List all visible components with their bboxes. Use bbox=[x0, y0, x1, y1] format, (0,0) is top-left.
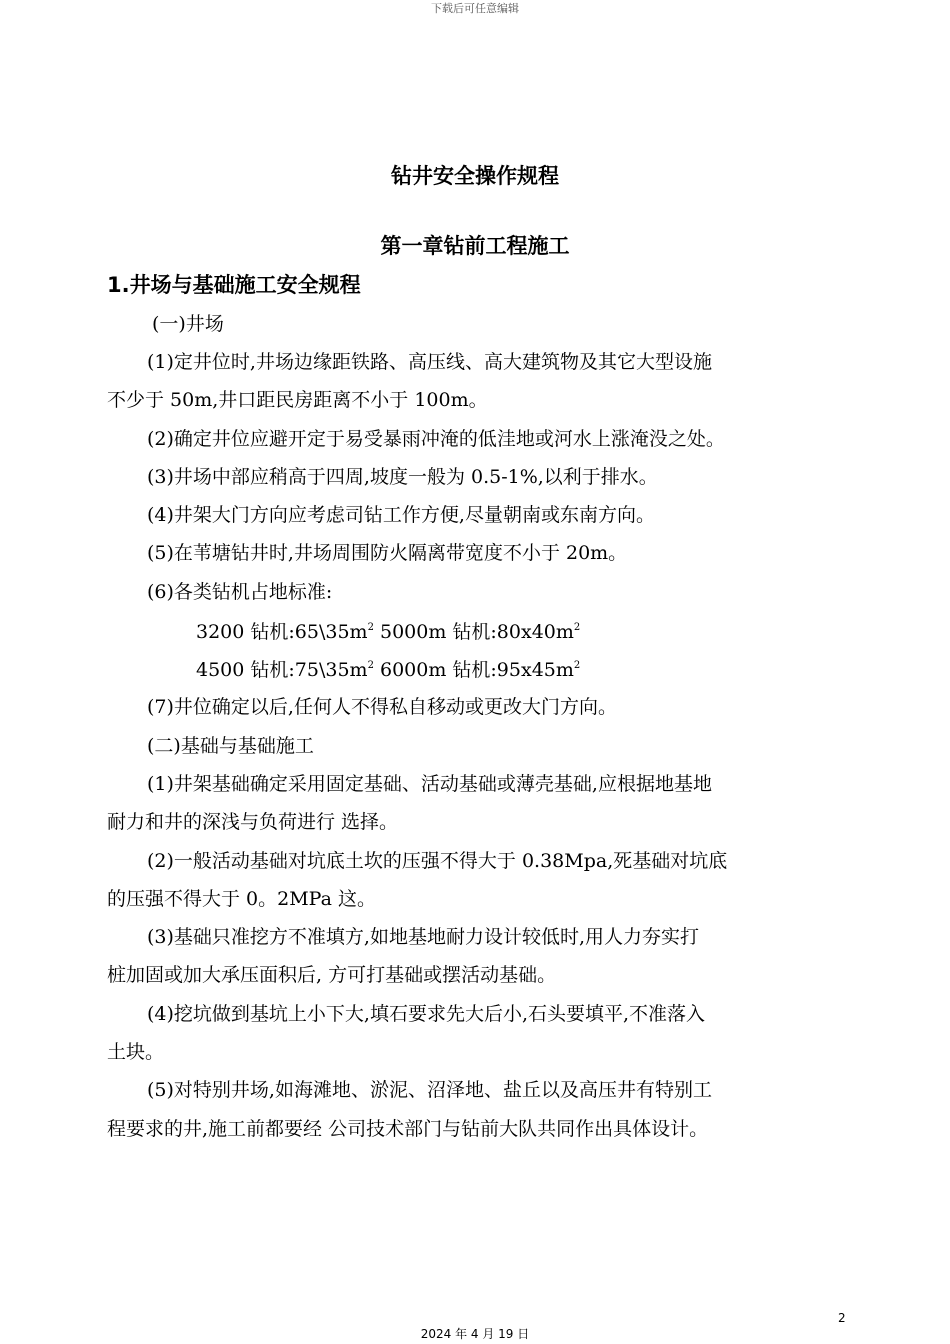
superscript: 2 bbox=[367, 660, 374, 671]
superscript: 2 bbox=[367, 622, 374, 633]
rig-5000-spec: 5000m 钻机:80ⅹ40m bbox=[380, 621, 574, 643]
foundation-item-2-line-1: (2)一般活动基础对坑底土坎的压强不得大于 0.38Mpa,死基础对坑底 bbox=[147, 850, 728, 872]
chapter-title: 第一章钻前工程施工 bbox=[380, 234, 570, 258]
page-number: 2 bbox=[838, 1311, 846, 1325]
foundation-item-2-line-2: 的压强不得大于 0。2MPa 这。 bbox=[107, 888, 376, 910]
paragraph-1-line-2: 不少于 50m,井口距民房距离不小于 100m。 bbox=[107, 389, 488, 411]
paragraph-3: (3)井场中部应稍高于四周,坡度一般为 0.5-1%,以利于排水。 bbox=[147, 466, 658, 488]
paragraph-5: (5)在苇塘钻井时,井场周围防火隔离带宽度不小于 20m。 bbox=[147, 542, 628, 564]
footer-date: 2024 年 4 月 19 日 bbox=[420, 1327, 530, 1341]
foundation-item-5-line-2: 程要求的井,施工前都要经 公司技术部门与钻前大队共同作出具体设计。 bbox=[107, 1118, 709, 1140]
foundation-item-3-line-1: (3)基础只准挖方不准填方,如地基地耐力设计较低时,用人力夯实打 bbox=[147, 926, 699, 948]
rig-4500-spec: 4500 钻机:75\35m bbox=[196, 659, 368, 681]
rig-6000-spec: 6000m 钻机:95ⅹ45m bbox=[380, 659, 574, 681]
subsection-heading-2: (二)基础与基础施工 bbox=[147, 735, 314, 757]
rig-3200-spec: 3200 钻机:65\35m bbox=[196, 621, 368, 643]
header-note: 下载后可任意编辑 bbox=[431, 2, 519, 15]
paragraph-1-line-1: (1)定井位时,井场边缘距铁路、高压线、高大建筑物及其它大型设施 bbox=[147, 351, 712, 373]
foundation-item-4-line-2: 土块。 bbox=[107, 1041, 165, 1063]
foundation-item-1-line-2: 耐力和井的深浅与负荷进行 选择。 bbox=[107, 811, 399, 833]
superscript: 2 bbox=[573, 660, 581, 671]
foundation-item-3-line-2: 桩加固或加大承压面积后, 方可打基础或摆活动基础。 bbox=[107, 964, 557, 986]
document-title: 钻井安全操作规程 bbox=[391, 164, 559, 188]
paragraph-6: (6)各类钻机占地标准: bbox=[147, 581, 333, 603]
foundation-item-4-line-1: (4)挖坑做到基坑上小下大,填石要求先大后小,石头要填平,不准落入 bbox=[147, 1003, 706, 1025]
superscript: 2 bbox=[573, 622, 581, 633]
paragraph-4: (4)井架大门方向应考虑司钻工作方便,尽量朝南或东南方向。 bbox=[147, 504, 655, 526]
section-heading: 1.井场与基础施工安全规程 bbox=[107, 273, 361, 297]
paragraph-7: (7)井位确定以后,任何人不得私自移动或更改大门方向。 bbox=[147, 696, 617, 718]
subsection-heading-1: (一)井场 bbox=[152, 313, 224, 335]
paragraph-2: (2)确定井位应避开定于易受暴雨冲淹的低洼地或河水上涨淹没之处。 bbox=[147, 428, 725, 450]
rig-standard-line-1 bbox=[196, 617, 580, 644]
rig-standard-line-2 bbox=[196, 655, 580, 682]
foundation-item-1-line-1: (1)井架基础确定采用固定基础、活动基础或薄壳基础,应根据地基地 bbox=[147, 773, 712, 795]
foundation-item-5-line-1: (5)对特别井场,如海滩地、淤泥、沼泽地、盐丘以及高压井有特别工 bbox=[147, 1079, 712, 1101]
